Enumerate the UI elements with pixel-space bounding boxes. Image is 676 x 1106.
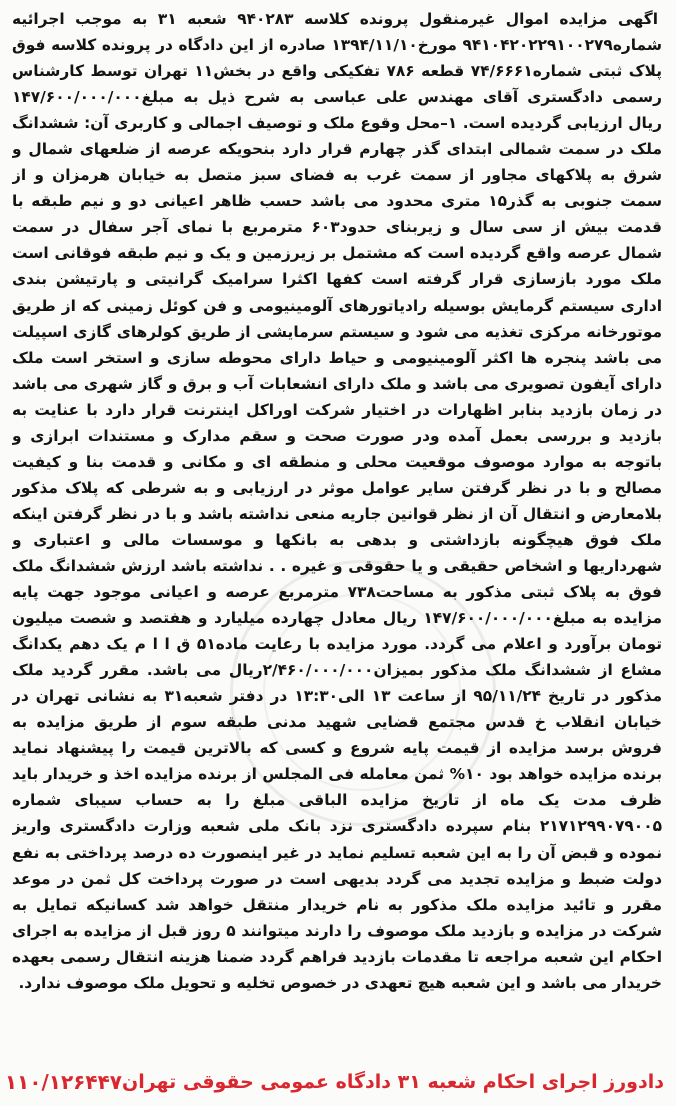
notice-footer — [4, 1064, 664, 1100]
notice-text: اگهی مزایده اموال غیرمنقول پرونده کلاسه ۹۴۰۲۸۳ شعبه ۳۱ به موجب اجرائیه شماره۹۴۱۰۴۲۰۲۲۹۱۰۰۲۷۹ مورخ۱۳۹۴/۱۱/۱۰ صادره از این دادگاه در پرونده کلاسه فوق پلاک ثبتی شماره۷۴/۶۶۶۱ قطعه ۷۸۶ تفکیکی واقع در بخش۱۱ تهران توسط کارشناس رسمی دادگستری آقای مهندس علی عباسی به شرح ذیل به مبلغ۱۴۷/۶۰۰/۰۰۰/۰۰۰ ریال ارزیابی گردیده است. ۱–محل وقوع ملک و توصیف اجمالی و کاربری آن: ششدانگ ملک در سمت شمالی ابتدای گذر چهارم قرار دارد بنحویکه عرصه از ضلعهای شمال و شرق به پلاکهای مجاور از سمت غرب به فضای سبز متصل به خیابان هرمزان و از سمت جنوبی به گذر۱۵ متری محدود می باشد حسب ظاهر اعیانی دو و نیم طبقه با قدمت بیش از سی سال و زیربنای حدود۶۰۳ مترمربع با نمای آجر سفال در سمت شمال عرصه واقع گردیده است که مشتمل بر زیرزمین و یک و نیم طبقه فوقانی است ملک مورد بازسازی قرار گرفته است کفها اکثرا سرامیک گرانیتی و پارتیشن بندی اداری سیستم گرمایش بوسیله رادیاتورهای آلومینیومی و فن کوئل زمینی که از طریق موتورخانه مرکزی تغذیه می شود و سیستم سرمایشی از طریق کولرهای گازی اسپیلت می باشد پنجره ها اکثر آلومینیومی و حیاط دارای محوطه سازی و استخر است ملک دارای آیفون تصویری می باشد و ملک دارای انشعابات آب و برق و گاز شهری می باشد در زمان بازدید بنابر اظهارات در اختیار شرکت اوراکل اینترنت قرار دارد با عنایت به بازدید و بررسی بعمل آمده ودر صورت صحت و سقم مدارک و مستندات ابرازی و باتوجه به موارد موصوف موقعیت محلی و منطقه ای و مکانی و قدمت بنا و کیفیت مصالح و با در نظر گرفتن سایر عوامل موثر در ارزیابی و به شرطی که پلاک مذکور بلامعارض و انتقال آن از نظر قوانین جاریه منعی نداشته باشد و با در نظر گرفتن اینکه ملک فوق هیچگونه بازداشتی و بدهی به بانکها و موسسات مالی و اعتباری و شهرداریها و اشخاص حقیقی و یا حقوقی و غیره . . نداشته باشد ارزش ششدانگ ملک فوق به پلاک ثبتی مذکور به مساحت۷۳۸ مترمربع عرصه و اعیانی موجود جهت پایه مزایده به مبلغ۱۴۷/۶۰۰/۰۰۰/۰۰۰ ریال معادل چهارده میلیارد و هفتصد و شصت میلیون تومان برآورد و اعلام می گردد. مورد مزایده با رعایت ماده۵۱ ق ا ا م یک دهم یکدانگ مشاع از ششدانگ ملک مذکور بمیزان۲/۴۶۰/۰۰۰/۰۰۰ریال می باشد. مقرر گردید ملک مذکور در تاریخ ۹۵/۱۱/۲۴ از ساعت ۱۳ الی۱۳:۳۰ در دفتر شعبه۳۱ به نشانی تهران در خیابان انقلاب خ قدس مجتمع قضایی شهید مدنی طبقه سوم از طریق مزایده به فروش برسد مزایده از قیمت پایه شروع و کسی که بالاترین قیمت را پیشنهاد نماید برنده مزایده خواهد بود ۱۰% ثمن معامله فی المجلس از برنده مزایده اخذ و خریدار باید ظرف مدت یک ماه از تاریخ مزایده الباقی مبلغ را به حساب سیبای شماره ۲۱۷۱۲۹۹۰۷۹۰۰۵ بنام سپرده دادگستری نزد بانک ملی شعبه وزارت دادگستری واریز نموده و قبض آن را به این شعبه تسلیم نماید در غیر اینصورت ده درصد پرداختی به نفع دولت ضبط و مزایده تجدید می گردد بدیهی است در صورت پرداخت کل ثمن در موعد مقرر و تائید مزایده ملک مذکور به نام خریدار منتقل خواهد شد کسانیکه تمایل به شرکت در مزایده و بازدید ملک موصوف را دارند میتوانند ۵ روز قبل از مزایده به اجرای احکام این شعبه مراجعه تا مقدمات بازدید فراهم گردد ضمنا هزینه انتقال رسمی بعهده خریدار می باشد و این شعبه هیچ تعهدی در خصوص تخلیه و تحویل ملک موصوف ندارد. — [12, 10, 662, 992]
reference-number: ۱۱۰/۱۲۶۴۴۷ — [4, 1070, 122, 1094]
notice-body — [12, 6, 662, 1062]
issuer-signature: دادورز اجرای احکام شعبه ۳۱ دادگاه عمومی حقوقی تهران — [122, 1071, 664, 1093]
